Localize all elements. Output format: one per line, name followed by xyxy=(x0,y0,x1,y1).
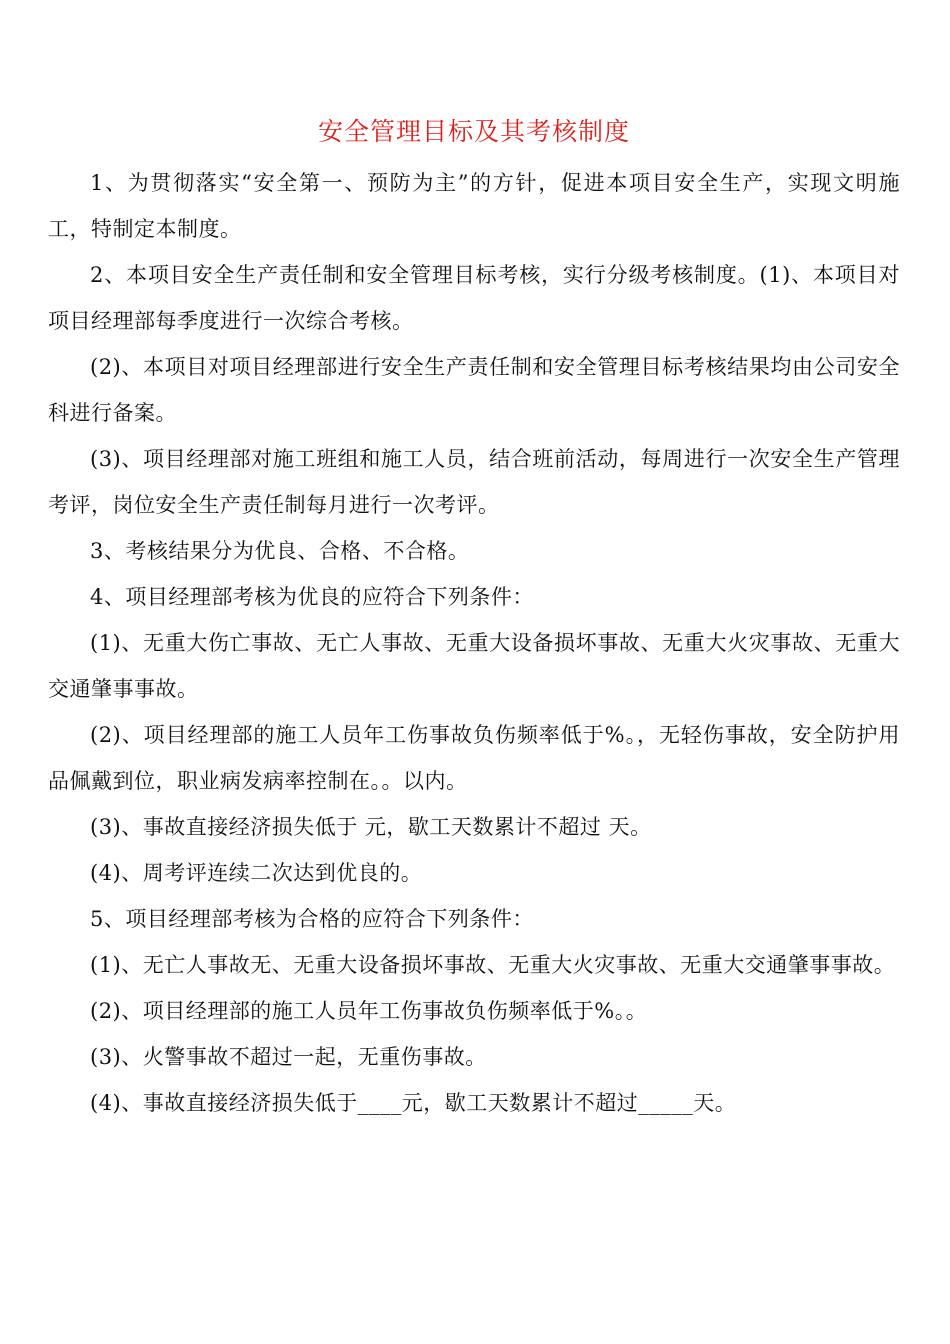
paragraph-1: 1、为贯彻落实“安全第一、预防为主”的方针，促进本项目安全生产，实现文明施工，特制定本制度。 xyxy=(48,171,900,241)
paragraph-2-3: (3)、项目经理部对施工班组和施工人员，结合班前活动，每周进行一次安全生产管理考评，岗位安全生产责任制每月进行一次考评。 xyxy=(48,447,900,517)
paragraph-5-1: (1)、无亡人事故无、无重大设备损坏事故、无重大火灾事故、无重大交通肇事事故。 xyxy=(90,953,896,977)
paragraph-5-4: (4)、事故直接经济损失低于____元，歇工天数累计不超过_____天。 xyxy=(90,1091,737,1115)
paragraph-4-2: (2)、项目经理部的施工人员年工伤事故负伤频率低于%。，无轻伤事故，安全防护用品佩戴到位，职业病发病率控制在。。以内。 xyxy=(48,723,900,793)
paragraph-4-4: (4)、周考评连续二次达到优良的。 xyxy=(90,861,423,885)
paragraph-5-3: (3)、火警事故不超过一起，无重伤事故。 xyxy=(90,1045,487,1069)
paragraph-5: 5、项目经理部考核为合格的应符合下列条件： xyxy=(90,907,534,931)
paragraph-2: 2、本项目安全生产责任制和安全管理目标考核，实行分级考核制度。(1)、本项目对项目经理部每季度进行一次综合考核。 xyxy=(48,263,900,333)
paragraph-4-1: (1)、无重大伤亡事故、无亡人事故、无重大设备损坏事故、无重大火灾事故、无重大交通肇事事故。 xyxy=(48,631,900,701)
paragraph-5-2: (2)、项目经理部的施工人员年工伤事故负伤频率低于%。。 xyxy=(90,999,648,1023)
document-page xyxy=(48,112,900,1126)
paragraph-4-3: (3)、事故直接经济损失低于 元，歇工天数累计不超过 天。 xyxy=(90,815,652,839)
paragraph-3: 3、考核结果分为优良、合格、不合格。 xyxy=(90,539,470,563)
document-title: 安全管理目标及其考核制度 xyxy=(317,117,630,146)
paragraph-2-2: (2)、本项目对项目经理部进行安全生产责任制和安全管理目标考核结果均由公司安全科进行备案。 xyxy=(48,355,900,425)
paragraph-4: 4、项目经理部考核为优良的应符合下列条件： xyxy=(90,585,534,609)
